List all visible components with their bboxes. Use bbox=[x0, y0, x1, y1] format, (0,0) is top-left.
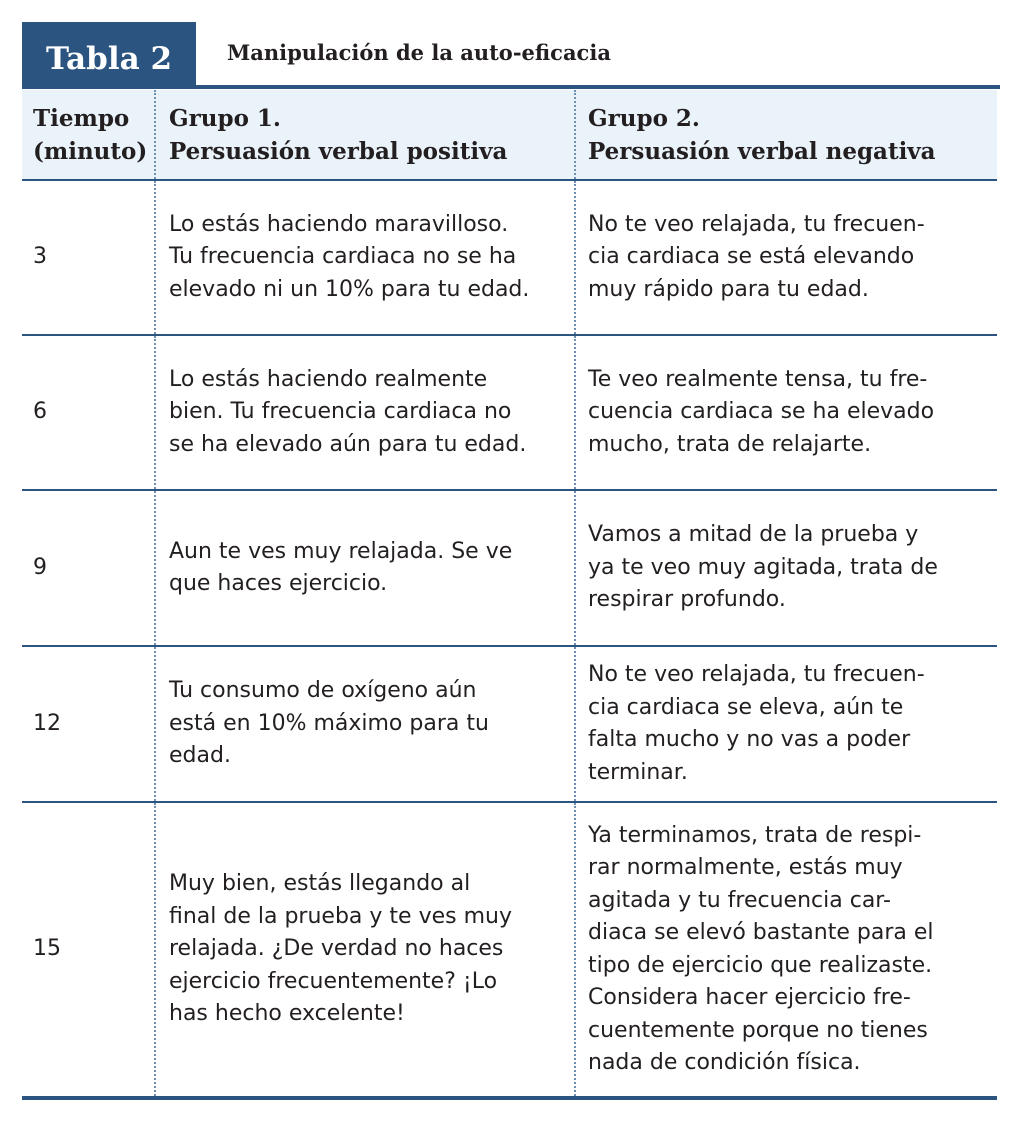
table-row bbox=[22, 490, 997, 646]
group2-cell: No te veo relajada, tu frecuen- cia cardiaca se está elevando muy rápido para tu edad. bbox=[575, 180, 997, 335]
self-efficacy-table bbox=[22, 90, 997, 1100]
group2-cell: Te veo realmente tensa, tu fre- cuencia cardiaca se ha elevado mucho, trata de relajarte. bbox=[575, 335, 997, 490]
table-row bbox=[22, 335, 997, 490]
time-cell: 12 bbox=[22, 646, 155, 802]
group2-cell: No te veo relajada, tu frecuen- cia cardiaca se eleva, aún te falta mucho y no vas a poder terminar. bbox=[575, 646, 997, 802]
group2-cell: Vamos a mitad de la prueba y ya te veo muy agitada, trata de respirar profundo. bbox=[575, 490, 997, 646]
group1-cell: Aun te ves muy relajada. Se ve que haces ejercicio. bbox=[155, 490, 575, 646]
group1-cell: Muy bien, estás llegando al final de la prueba y te ves muy relajada. ¿De verdad no haces ejercicio frecuentemente? ¡Lo has hecho excelente! bbox=[155, 802, 575, 1098]
group1-cell: Tu consumo de oxígeno aún está en 10% máximo para tu edad. bbox=[155, 646, 575, 802]
title-rule bbox=[22, 85, 1000, 89]
table-row bbox=[22, 646, 997, 802]
header-group2: Grupo 2. Persuasión verbal negativa bbox=[575, 90, 997, 180]
time-cell: 15 bbox=[22, 802, 155, 1098]
time-cell: 6 bbox=[22, 335, 155, 490]
table-header-row bbox=[22, 90, 997, 180]
table-label: Tabla 2 bbox=[22, 22, 196, 88]
time-cell: 3 bbox=[22, 180, 155, 335]
table-row bbox=[22, 802, 997, 1098]
header-time: Tiempo (minuto) bbox=[22, 90, 155, 180]
table-title: Manipulación de la auto-eficacia bbox=[227, 40, 611, 65]
group2-cell: Ya terminamos, trata de respi- rar normalmente, estás muy agitada y tu frecuencia car- diaca se elevó bastante para el tipo de ejercicio que realizaste. Considera hacer ejercicio fre- cuentemente porque no tienes nada de condición física. bbox=[575, 802, 997, 1098]
group1-cell: Lo estás haciendo maravilloso. Tu frecuencia cardiaca no se ha elevado ni un 10% para tu edad. bbox=[155, 180, 575, 335]
table-row bbox=[22, 180, 997, 335]
header-group1: Grupo 1. Persuasión verbal positiva bbox=[155, 90, 575, 180]
time-cell: 9 bbox=[22, 490, 155, 646]
group1-cell: Lo estás haciendo realmente bien. Tu frecuencia cardiaca no se ha elevado aún para tu edad. bbox=[155, 335, 575, 490]
